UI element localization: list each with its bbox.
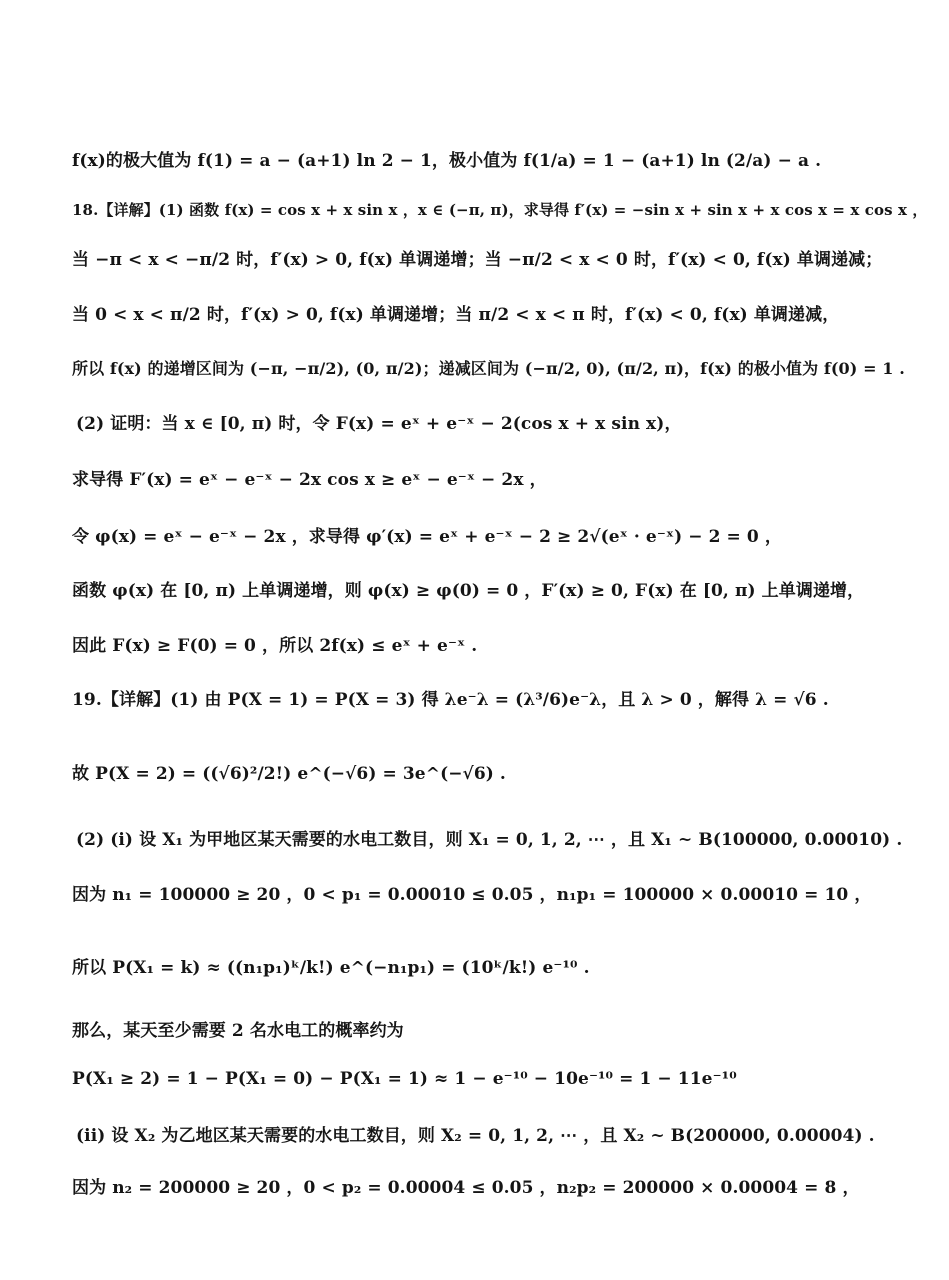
text-line: 故 P(X = 2) = ((√6)²/2!) e^(−√6) = 3e^(−√6) . [72, 764, 506, 784]
text-line: 18.【详解】(1) 函数 f(x) = cos x + x sin x ，x ∈ (−π, π)，求导得 f′(x) = −sin x + sin x + x cos x = x cos x ， [72, 201, 928, 219]
text-line: 19.【详解】(1) 由 P(X = 1) = P(X = 3) 得 λe⁻λ = (λ³/6)e⁻λ，且 λ > 0 ，解得 λ = √6 . [72, 690, 829, 710]
text-line: (ii) 设 X₂ 为乙地区某天需要的水电工数目，则 X₂ = 0, 1, 2, ⋯ ，且 X₂ ~ B(200000, 0.00004) . [76, 1126, 875, 1146]
text-line: P(X₁ ≥ 2) = 1 − P(X₁ = 0) − P(X₁ = 1) ≈ 1 − e⁻¹⁰ − 10e⁻¹⁰ = 1 − 11e⁻¹⁰ [72, 1069, 737, 1089]
text-line: 令 φ(x) = eˣ − e⁻ˣ − 2x ，求导得 φ′(x) = eˣ + e⁻ˣ − 2 ≥ 2√(eˣ · e⁻ˣ) − 2 = 0 ， [72, 527, 782, 547]
text-line: (2) (i) 设 X₁ 为甲地区某天需要的水电工数目，则 X₁ = 0, 1, 2, ⋯ ，且 X₁ ~ B(100000, 0.00010) . [76, 830, 903, 850]
text-line: 因此 F(x) ≥ F(0) = 0 ，所以 2f(x) ≤ eˣ + e⁻ˣ . [72, 636, 478, 656]
text-line: 求导得 F′(x) = eˣ − e⁻ˣ − 2x cos x ≥ eˣ − e⁻ˣ − 2x ， [72, 470, 547, 490]
text-line: 因为 n₂ = 200000 ≥ 20 ，0 < p₂ = 0.00004 ≤ 0.05 ，n₂p₂ = 200000 × 0.00004 = 8 ， [72, 1178, 860, 1198]
text-line: 那么，某天至少需要 2 名水电工的概率约为 [72, 1021, 404, 1041]
text-line: 当 −π < x < −π/2 时，f′(x) > 0, f(x) 单调递增；当 −π/2 < x < 0 时，f′(x) < 0, f(x) 单调递减； [72, 250, 883, 270]
text-line: (2) 证明：当 x ∈ [0, π) 时，令 F(x) = eˣ + e⁻ˣ − 2(cos x + x sin x)， [76, 414, 682, 434]
text-line: f(x)的极大值为 f(1) = a − (a+1) ln 2 − 1，极小值为 f(1/a) = 1 − (a+1) ln (2/a) − a . [72, 151, 822, 171]
text-line: 因为 n₁ = 100000 ≥ 20 ，0 < p₁ = 0.00010 ≤ 0.05 ，n₁p₁ = 100000 × 0.00010 = 10 ， [72, 885, 872, 905]
text-line: 所以 P(X₁ = k) ≈ ((n₁p₁)ᵏ/k!) e^(−n₁p₁) = (10ᵏ/k!) e⁻¹⁰ . [72, 958, 590, 978]
text-line: 当 0 < x < π/2 时，f′(x) > 0, f(x) 单调递增；当 π/2 < x < π 时，f′(x) < 0, f(x) 单调递减， [72, 305, 840, 325]
text-line: 所以 f(x) 的递增区间为 (−π, −π/2), (0, π/2)；递减区间为 (−π/2, 0), (π/2, π)，f(x) 的极小值为 f(0) = 1 . [72, 359, 905, 378]
text-line: 函数 φ(x) 在 [0, π) 上单调递增，则 φ(x) ≥ φ(0) = 0 ，F′(x) ≥ 0, F(x) 在 [0, π) 上单调递增， [72, 581, 865, 601]
